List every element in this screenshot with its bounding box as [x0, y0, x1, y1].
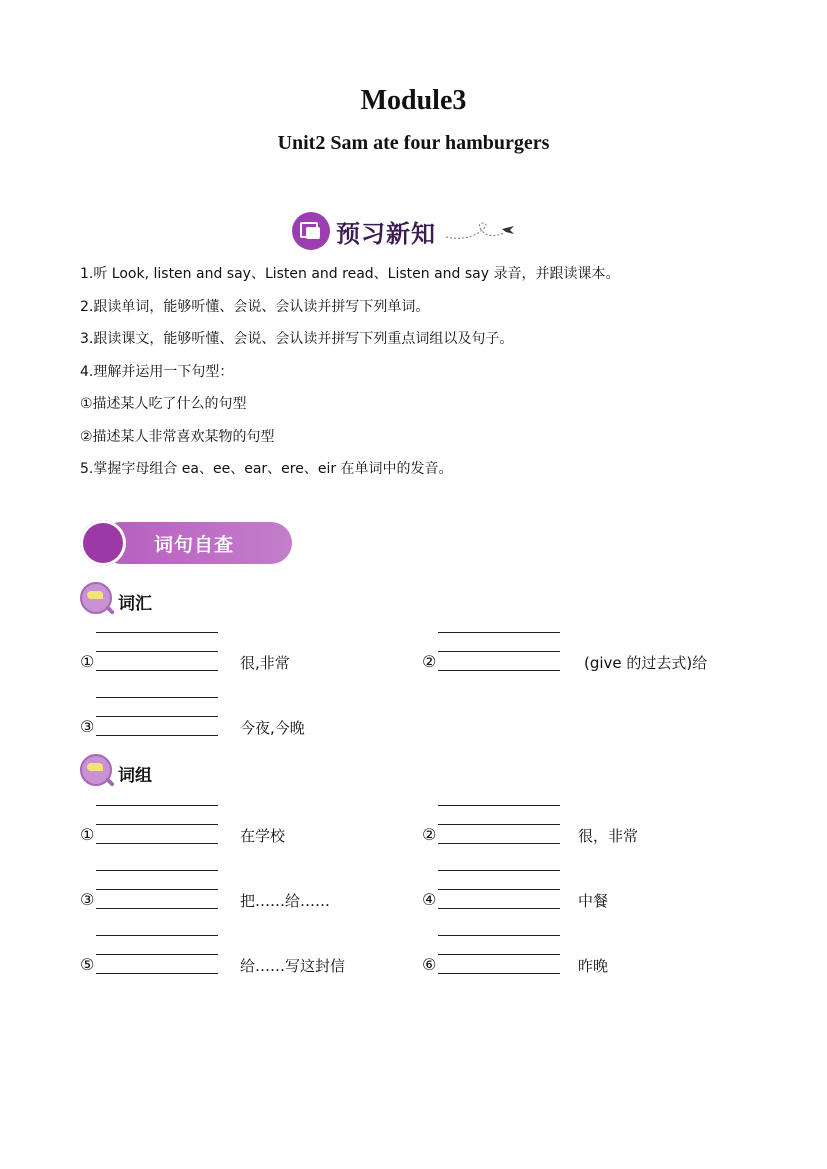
- answer-line[interactable]: [96, 735, 218, 736]
- answer-line[interactable]: [438, 973, 560, 974]
- section-bullet-icon: [80, 520, 126, 566]
- answer-line[interactable]: [438, 954, 560, 955]
- answer-line[interactable]: [438, 889, 560, 890]
- answer-line[interactable]: [438, 870, 560, 871]
- objective-item: 4.理解并运用一下句型：: [80, 363, 234, 380]
- meaning-text: 中餐: [578, 892, 609, 910]
- page-subtitle: Unit2 Sam ate four hamburgers: [277, 132, 550, 154]
- meaning-text: 很,非常: [240, 654, 290, 672]
- answer-line[interactable]: [96, 954, 218, 955]
- phrase-entry: ① 在学校: [80, 805, 400, 865]
- section-title: 词句自查: [154, 534, 235, 556]
- phrase-entry: ⑤ 给……写这封信: [80, 935, 400, 995]
- answer-line[interactable]: [438, 824, 560, 825]
- section-header: [80, 520, 292, 566]
- answer-line[interactable]: [96, 716, 218, 717]
- answer-line[interactable]: [438, 670, 560, 671]
- page-title: Module3: [360, 85, 467, 116]
- document-icon: [292, 212, 330, 250]
- answer-line[interactable]: [438, 908, 560, 909]
- meaning-text: 昨晚: [578, 957, 609, 975]
- meaning-text: 今夜,今晚: [240, 719, 305, 737]
- objective-item: ①描述某人吃了什么的句型: [80, 396, 247, 412]
- phrase-entry: ⑥ 昨晚: [422, 935, 742, 995]
- preview-title: 预习新知: [336, 219, 436, 248]
- answer-line[interactable]: [438, 805, 560, 806]
- answer-line[interactable]: [96, 824, 218, 825]
- answer-line[interactable]: [96, 870, 218, 871]
- answer-line[interactable]: [96, 935, 218, 936]
- vocab-entry: ① 很,非常: [80, 632, 400, 692]
- answer-line[interactable]: [96, 889, 218, 890]
- phrase-entry: ④ 中餐: [422, 870, 742, 930]
- objective-item: ②描述某人非常喜欢某物的句型: [80, 428, 275, 445]
- vocab-heading-label: 词汇: [118, 593, 152, 614]
- meaning-text: (give 的过去式)给: [584, 654, 708, 672]
- meaning-text: 把……给……: [240, 892, 331, 910]
- objective-item: 1.听 Look, listen and say、Listen and read、Listen and say 录音，并跟读课本。: [80, 266, 620, 282]
- answer-line[interactable]: [438, 651, 560, 652]
- magnifier-icon: [78, 580, 116, 618]
- answer-line[interactable]: [438, 843, 560, 844]
- vocab-entry: ③ 今夜,今晚: [80, 697, 400, 757]
- objectives-list: [80, 258, 780, 486]
- preview-banner: [292, 210, 516, 252]
- answer-line[interactable]: [438, 935, 560, 936]
- magnifier-icon: [78, 752, 116, 790]
- vocab-heading: [78, 580, 152, 618]
- answer-line[interactable]: [96, 670, 218, 671]
- objective-item: 2.跟读单词，能够听懂、会说、会认读并拼写下列单词。: [80, 298, 430, 315]
- answer-line[interactable]: [96, 632, 218, 633]
- answer-line[interactable]: [96, 697, 218, 698]
- answer-line[interactable]: [96, 843, 218, 844]
- answer-line[interactable]: [438, 632, 560, 633]
- phrase-entry: ② 很，非常: [422, 805, 742, 865]
- objective-item: 5.掌握字母组合 ea、ee、ear、ere、eir 在单词中的发音。: [80, 461, 453, 477]
- phrase-entry: ③ 把……给……: [80, 870, 400, 930]
- answer-line[interactable]: [96, 651, 218, 652]
- vocab-entry: ② (give 的过去式)给: [422, 632, 742, 692]
- answer-line[interactable]: [96, 973, 218, 974]
- phrases-heading-label: 词组: [118, 765, 152, 786]
- answer-line[interactable]: [96, 805, 218, 806]
- airplane-icon: [444, 219, 516, 243]
- answer-line[interactable]: [96, 908, 218, 909]
- objective-item: 3.跟读课文，能够听懂、会说、会认读并拼写下列重点词组以及句子。: [80, 331, 514, 347]
- meaning-text: 很，非常: [578, 827, 639, 845]
- meaning-text: 在学校: [240, 827, 286, 845]
- phrases-heading: [78, 752, 152, 790]
- meaning-text: 给……写这封信: [240, 957, 346, 975]
